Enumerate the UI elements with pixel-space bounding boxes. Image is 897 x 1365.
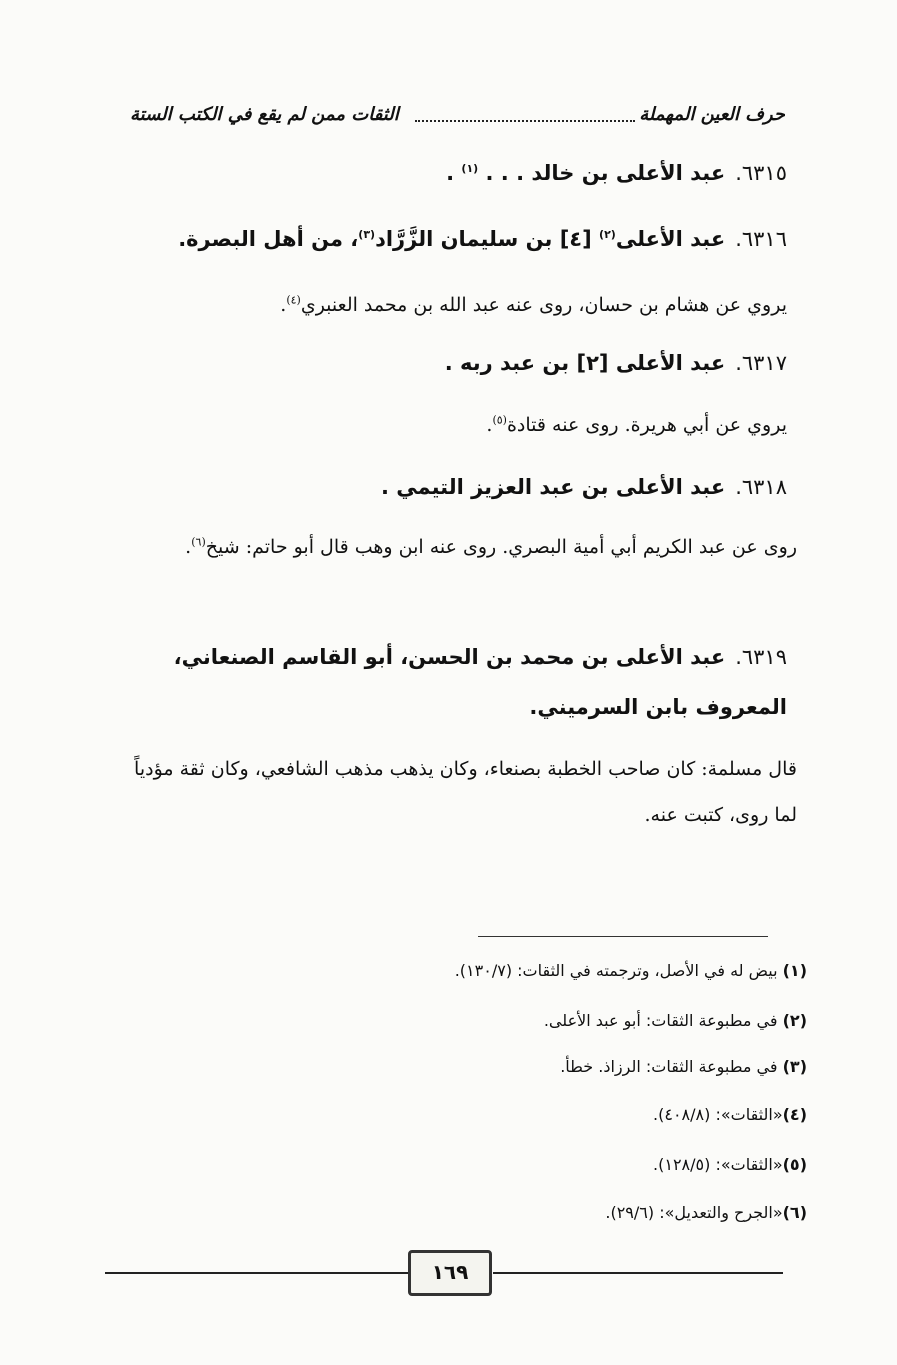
entry-6316 <box>107 216 787 262</box>
entry-name: عبد الأعلى بن عبد العزيز التيمي . <box>380 475 726 499</box>
entry-name: عبد الأعلى بن محمد بن الحسن، أبو القاسم الصنعاني، المعروف بابن السرميني. <box>173 645 787 719</box>
entry-6318 <box>107 464 787 510</box>
header-dot-leader <box>415 100 635 122</box>
entry-name: عبد الأعلى <box>615 227 726 251</box>
para-tail: . <box>486 414 493 436</box>
bottom-rule-left <box>105 1272 408 1274</box>
entry-6317 <box>107 340 787 386</box>
footnote-4 <box>107 1100 807 1130</box>
footnote-5 <box>107 1150 807 1180</box>
header-chapter: حرف العين المهملة <box>639 104 785 125</box>
footnote-number: (٤) <box>782 1105 807 1124</box>
entry-6318-text <box>107 524 797 570</box>
footnote-text: «الثقات»: (٤٠٨/٨). <box>653 1105 783 1124</box>
entry-tail: . <box>446 161 455 185</box>
entry-number: ٦٣١٧. <box>735 351 787 375</box>
para-text: يروي عن أبي هريرة. روى عنه قتادة <box>506 414 787 436</box>
footnote-text: «الجرح والتعديل»: (٢٩/٦). <box>605 1203 783 1222</box>
footnote-1 <box>107 956 807 986</box>
footnote-number: (١) <box>782 961 807 980</box>
entry-number: ٦٣١٦. <box>735 227 787 251</box>
entry-6315 <box>107 150 787 196</box>
footnote-ref: (٥) <box>492 413 507 427</box>
footnote-ref: (٢) <box>599 228 616 241</box>
entry-number: ٦٣١٥. <box>735 161 787 185</box>
bottom-rule-right <box>493 1272 783 1274</box>
para-text: يروي عن هشام بن حسان، روى عنه عبد الله بن محمد العنبري <box>300 294 787 316</box>
entry-number: ٦٣١٩. <box>735 645 787 669</box>
footnote-number: (٦) <box>782 1203 807 1222</box>
footnote-number: (٣) <box>782 1057 807 1076</box>
footnote-3 <box>107 1052 807 1082</box>
footnote-number: (٢) <box>782 1011 807 1030</box>
entry-name-rest: [٤] بن سليمان الزَّرَّاد <box>375 227 600 251</box>
footnote-text: في مطبوعة الثقات: أبو عبد الأعلى. <box>543 1011 783 1030</box>
entry-name: عبد الأعلى بن خالد . . . <box>485 161 726 185</box>
running-header <box>130 100 785 130</box>
footnote-ref: (٤) <box>286 293 301 307</box>
para-tail: . <box>280 294 287 316</box>
footnote-separator <box>478 936 768 937</box>
entry-6319 <box>97 632 787 732</box>
footnote-number: (٥) <box>782 1155 807 1174</box>
entry-number: ٦٣١٨. <box>735 475 787 499</box>
para-text: روى عن عبد الكريم أبي أمية البصري. روى عنه ابن وهب قال أبو حاتم: شيخ <box>205 536 797 558</box>
footnote-text: بيض له في الأصل، وترجمته في الثقات: (١٣٠/٧). <box>454 961 783 980</box>
footnote-ref: (٣) <box>358 228 376 241</box>
footnote-6 <box>107 1198 807 1228</box>
page-number: ١٦٩ <box>408 1250 492 1296</box>
para-tail: . <box>185 536 192 558</box>
header-book-title: الثقات ممن لم يقع في الكتب الستة <box>130 104 399 125</box>
footnote-ref: (١) <box>461 162 479 175</box>
entry-6317-text <box>97 402 787 448</box>
entry-6319-text <box>107 746 797 838</box>
footnote-ref: (٦) <box>191 535 206 549</box>
footnote-text: في مطبوعة الثقات: الرزاذ. خطأ. <box>560 1057 783 1076</box>
entry-6316-text <box>97 282 787 328</box>
footnote-2 <box>107 1006 807 1036</box>
footnote-text: «الثقات»: (١٢٨/٥). <box>653 1155 783 1174</box>
entry-tail: ، من أهل البصرة. <box>178 227 359 251</box>
entry-name: عبد الأعلى [٢] بن عبد ربه . <box>444 351 726 375</box>
para-text: قال مسلمة: كان صاحب الخطبة بصنعاء، وكان يذهب مذهب الشافعي، وكان ثقة مؤدياً لما روى، كتبت عنه. <box>134 758 797 826</box>
